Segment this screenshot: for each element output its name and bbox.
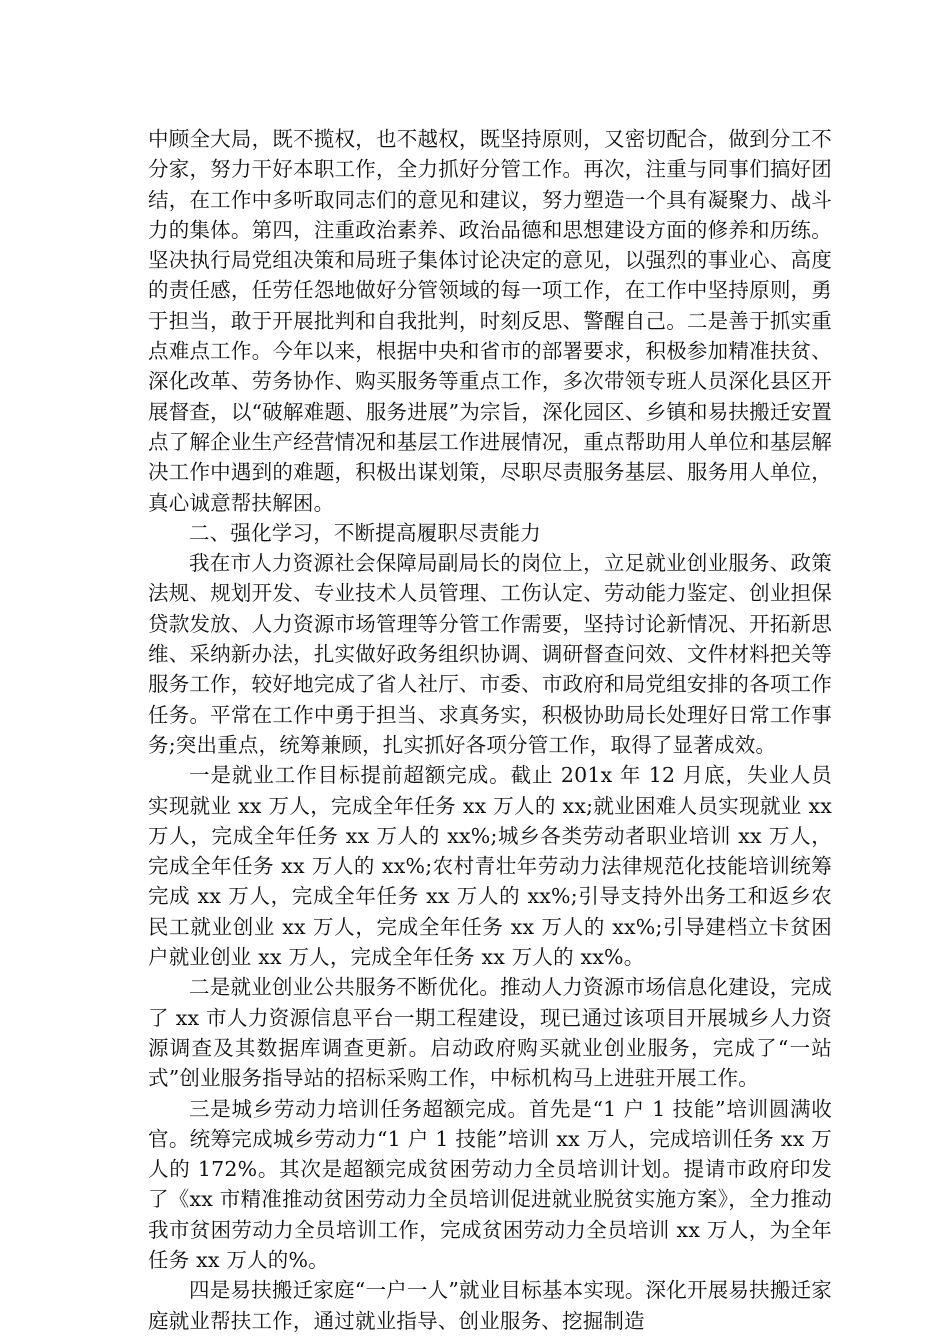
section-heading: 二、强化学习，不断提高履职尽责能力 (189, 520, 541, 545)
paragraph-employment-targets: 一是就业工作目标提前超额完成。截止 201x 年 12 月底，失业人员实现就业 xx 万人，完成全年任务 xx 万人的 xx;就业困难人员实现就业 xx 万人，完成全年任务 xx 万人的 xx%;城乡各类劳动者职业培训 xx 万人，完成全年任务 xx 万人的 xx%;农村青壮年劳动力法律规范化技能培训统筹完成 xx 万人，完成全年任务 xx 万人的 xx%;引导支持外出务工和返乡农民工就业创业 xx 万人，完成全年任务 xx 万人的 xx%;引导建档立卡贫困户就业创业 xx 万人，完成全年任务 xx 万人的 xx%。 (148, 763, 832, 970)
paragraph-continued: 中顾全大局，既不揽权，也不越权，既坚持原则，又密切配合，做到分工不分家，努力干好本职工作，全力抓好分管工作。再次，注重与同事们搞好团结，在工作中多听取同志们的意见和建议，努力塑造一个具有凝聚力、战斗力的集体。第四，注重政治素养、政治品德和思想建设方面的修养和历练。坚决执行局党组决策和局班子集体讨论决定的意见，以强烈的事业心、高度的责任感，任劳任怨地做好分管领域的每一项工作，在工作中坚持原则，勇于担当，敢于开展批判和自我批判，时刻反思、警醒自己。二是善于抓实重点难点工作。今年以来，根据中央和省市的部署要求，积极参加精准扶贫、深化改革、劳务协作、购买服务等重点工作，多次带领专班人员深化县区开展督查，以“破解难题、服务进展”为宗旨，深化园区、乡镇和易扶搬迁安置点了解企业生产经营情况和基层工作进展情况，重点帮助用人单位和基层解决工作中遇到的难题，积极出谋划策，尽职尽责服务基层、服务用人单位，真心诚意帮扶解困。 (148, 127, 832, 515)
paragraph-relocation-employment: 四是易扶搬迁家庭“一户一人”就业目标基本实现。深化开展易扶搬迁家庭就业帮扶工作，通过就业指导、创业服务、挖掘制造 (148, 1278, 832, 1333)
paragraph-labor-training: 三是城乡劳动力培训任务超额完成。首先是“1 户 1 技能”培训圆满收官。统筹完成城乡劳动力“1 户 1 技能”培训 xx 万人，完成培训任务 xx 万人的 172%。其次是超额完成贫困劳动力全员培训计划。提请市政府印发了《xx 市精准推动贫困劳动力全员培训促进就业脱贫实施方案》，全力推动我市贫困劳动力全员培训工作，完成贫困劳动力全员培训 xx 万人，为全年任务 xx 万人的%。 (148, 1096, 832, 1272)
paragraph-public-services: 二是就业创业公共服务不断优化。推动人力资源市场信息化建设，完成了 xx 市人力资源信息平台一期工程建设，现已通过该项目开展城乡人力资源调查及其数据库调查更新。启动政府购买就业创业服务，完成了“一站式”创业服务指导站的招标采购工作，中标机构马上进驻开展工作。 (148, 975, 832, 1091)
paragraph-duties: 我在市人力资源社会保障局副局长的岗位上，立足就业创业服务、政策法规、规划开发、专业技术人员管理、工伤认定、劳动能力鉴定、创业担保贷款发放、人力资源市场管理等分管工作需要，坚持讨论新情况、开拓新思维、采纳新办法，扎实做好政务组织协调、调研督查问效、文件材料把关等服务工作，较好地完成了省人社厅、市委、市政府和局党组安排的各项工作任务。平常在工作中勇于担当、求真务实，积极协助局长处理好日常工作事务;突出重点，统筹兼顾，扎实抓好各项分管工作，取得了显著成效。 (148, 551, 832, 757)
document-body (148, 124, 832, 1336)
